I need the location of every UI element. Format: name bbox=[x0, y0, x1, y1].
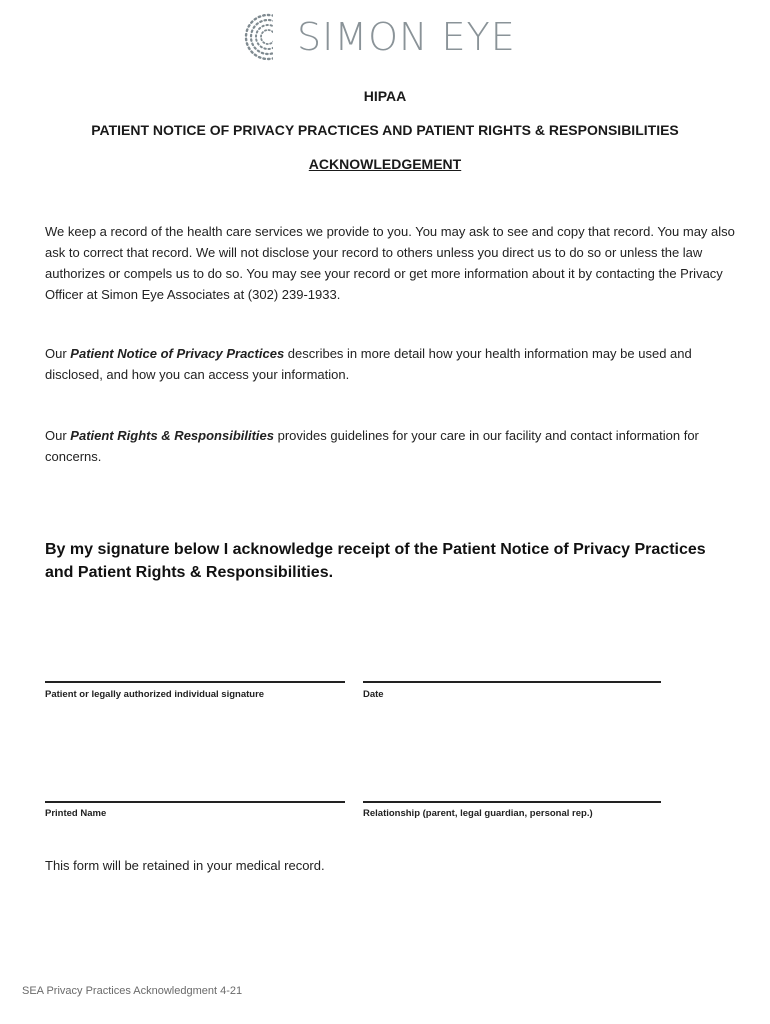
acknowledgement-statement: By my signature below I acknowledge receipt of the Patient Notice of Privacy Practices and Patient Rights & Responsibilities. bbox=[45, 541, 706, 581]
p3-prefix: Our bbox=[45, 428, 71, 443]
signature-line[interactable] bbox=[45, 681, 345, 683]
privacy-practices-paragraph bbox=[45, 343, 735, 385]
rights-paragraph bbox=[45, 425, 735, 467]
p2-suffix: describes in more detail how your health information may be used and disclosed, and how you can access your information. bbox=[45, 346, 692, 382]
relationship-line[interactable] bbox=[363, 801, 661, 803]
date-line[interactable] bbox=[363, 681, 661, 683]
privacy-practices-emphasis: Patient Notice of Privacy Practices bbox=[70, 346, 285, 361]
header-hipaa: HIPAA bbox=[363, 88, 407, 104]
logo-wordmark: SIMON EYE bbox=[297, 15, 516, 59]
printed-name-line[interactable] bbox=[45, 801, 345, 803]
records-paragraph: We keep a record of the health care services we provide to you. You may ask to see and copy that record. You may also ask to correct that record. We will not disclose your record to others unless you direct us to do so or unless the law authorizes or compels us to do so. You may see your record or get more information about it by contacting the Privacy Officer at Simon Eye Associates at (302) 239-1933. bbox=[45, 224, 735, 302]
eye-logo-icon bbox=[243, 12, 293, 62]
simon-eye-logo bbox=[243, 12, 516, 62]
p3-suffix: provides guidelines for your care in our facility and contact information for concerns. bbox=[45, 428, 699, 464]
signature-label: Patient or legally authorized individual signature bbox=[45, 689, 265, 700]
relationship-label: Relationship (parent, legal guardian, personal rep.) bbox=[363, 808, 593, 819]
printed-name-label: Printed Name bbox=[45, 808, 107, 819]
footer-doc-id: SEA Privacy Practices Acknowledgment 4-21 bbox=[22, 985, 243, 997]
document-subtitle: ACKNOWLEDGEMENT bbox=[308, 156, 462, 172]
p2-prefix: Our bbox=[45, 346, 71, 361]
rights-emphasis: Patient Rights & Responsibilities bbox=[70, 428, 274, 443]
date-label: Date bbox=[363, 689, 384, 700]
retention-note: This form will be retained in your medical record. bbox=[45, 858, 325, 873]
document-title: PATIENT NOTICE OF PRIVACY PRACTICES AND PATIENT RIGHTS & RESPONSIBILITIES bbox=[91, 122, 679, 138]
